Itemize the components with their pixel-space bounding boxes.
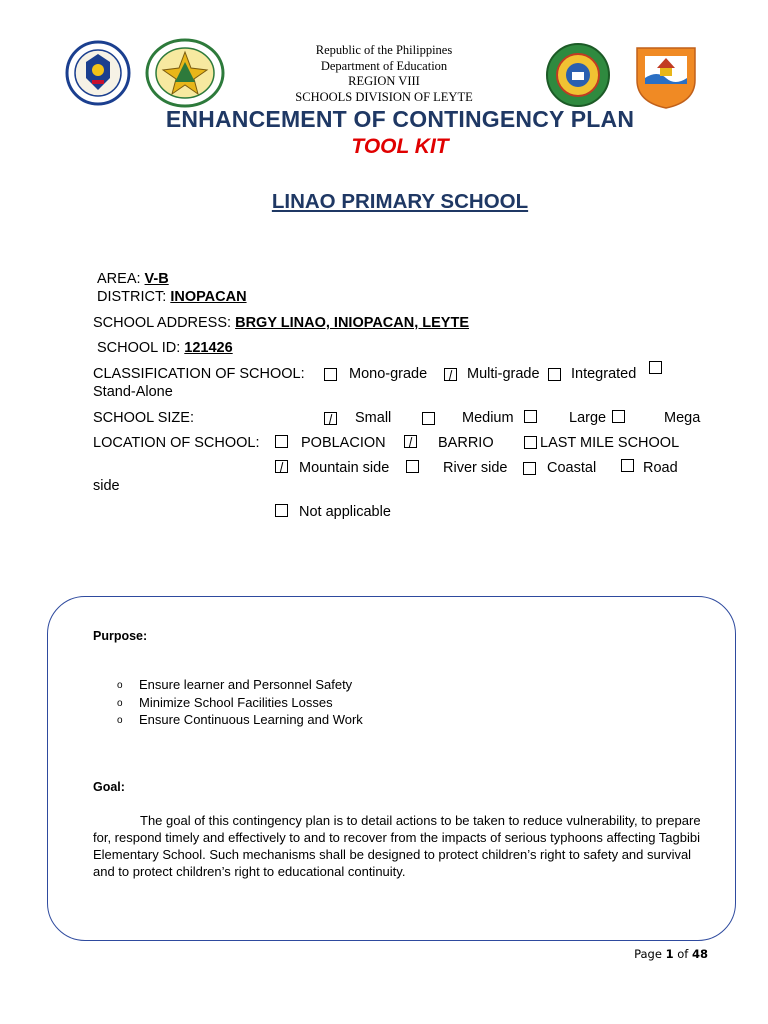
page-number [634,947,708,961]
large-option: Large [569,410,607,426]
area-line [97,271,169,288]
road-side-checkbox[interactable] [621,459,634,472]
barrio-checkbox[interactable] [404,435,417,448]
small-checkbox[interactable] [324,412,337,425]
school-name: LINAO PRIMARY SCHOOL [271,190,529,213]
address-label: SCHOOL ADDRESS: [93,315,232,331]
school-id-line [97,340,233,357]
district-line [97,289,247,306]
address-value: BRGY LINAO, INIOPACAN, LEYTE [235,315,469,331]
page-total: 48 [691,947,708,961]
mono-grade-option: Mono-grade [349,366,428,382]
purpose-goal-box [47,596,736,941]
letterhead-line: Republic of the Philippines [315,43,453,57]
multi-grade-checkbox[interactable] [444,368,457,381]
letterhead-line: Department of Education [320,58,448,73]
last-mile-school-option: LAST MILE SCHOOL [540,435,680,451]
poblacion-checkbox[interactable] [275,435,288,448]
purpose-heading: Purpose: [93,629,148,643]
multi-grade-option: Multi-grade [467,366,540,382]
barrio-option: BARRIO [438,435,494,451]
address-line [93,315,469,332]
list-item: o Ensure learner and Personnel Safety [117,676,363,694]
school-id-label: SCHOOL ID: [97,340,181,356]
page-word: Page [634,947,662,961]
goal-text: The goal of this contingency plan is to detail actions to be taken to reduce vulnerability, to prepare for, respond timely and effectively to and to recover from the impacts of serious typhoons affecting Tagbibi Elementary School. Such mechanisms shall be designed to protect children’s right to safety and survival and to protect children’s right to educational continuity. [93,813,701,879]
mountain-side-checkbox[interactable] [275,460,288,473]
not-applicable-option: Not applicable [299,504,391,520]
of-word: of [677,947,689,961]
letterhead-line: REGION VIII [348,74,420,88]
river-side-checkbox[interactable] [406,460,419,473]
page-current: 1 [665,947,674,961]
coastal-option: Coastal [547,460,597,476]
district-label: DISTRICT: [97,289,167,305]
poblacion-option: POBLACION [301,435,386,451]
area-label: AREA: [97,271,141,287]
stand-alone-checkbox[interactable] [649,361,662,374]
mountain-side-option: Mountain side [299,460,390,476]
document-title: ENHANCEMENT OF CONTINGENCY PLAN [165,106,635,132]
list-item: o Minimize School Facilities Losses [117,694,363,712]
letterhead [0,43,768,105]
integrated-option: Integrated [571,366,637,382]
mono-grade-checkbox[interactable] [324,368,337,381]
mega-checkbox[interactable] [612,410,625,423]
school-size-label: SCHOOL SIZE: [93,410,194,426]
district-value: INOPACAN [170,289,247,305]
goal-heading: Goal: [93,780,125,794]
stand-alone-option: Stand-Alone [93,384,173,400]
list-item: o Ensure Continuous Learning and Work [117,711,363,729]
purpose-list [117,676,363,729]
large-checkbox[interactable] [524,410,537,423]
classification-label: CLASSIFICATION OF SCHOOL: [93,366,305,382]
medium-option: Medium [462,410,514,426]
document-subtitle: TOOL KIT [351,135,449,158]
road-side-option: Road [643,460,678,476]
last-mile-school-checkbox[interactable] [524,436,537,449]
mega-option: Mega [664,410,701,426]
integrated-checkbox[interactable] [548,368,561,381]
road-side-option-continued: side [93,478,120,494]
not-applicable-checkbox[interactable] [275,504,288,517]
coastal-checkbox[interactable] [523,462,536,475]
river-side-option: River side [443,460,508,476]
letterhead-line: SCHOOLS DIVISION OF LEYTE [295,89,473,104]
school-id-value: 121426 [184,340,233,356]
small-option: Small [355,410,392,426]
medium-checkbox[interactable] [422,412,435,425]
area-value: V-B [144,271,169,287]
location-label: LOCATION OF SCHOOL: [93,435,260,451]
